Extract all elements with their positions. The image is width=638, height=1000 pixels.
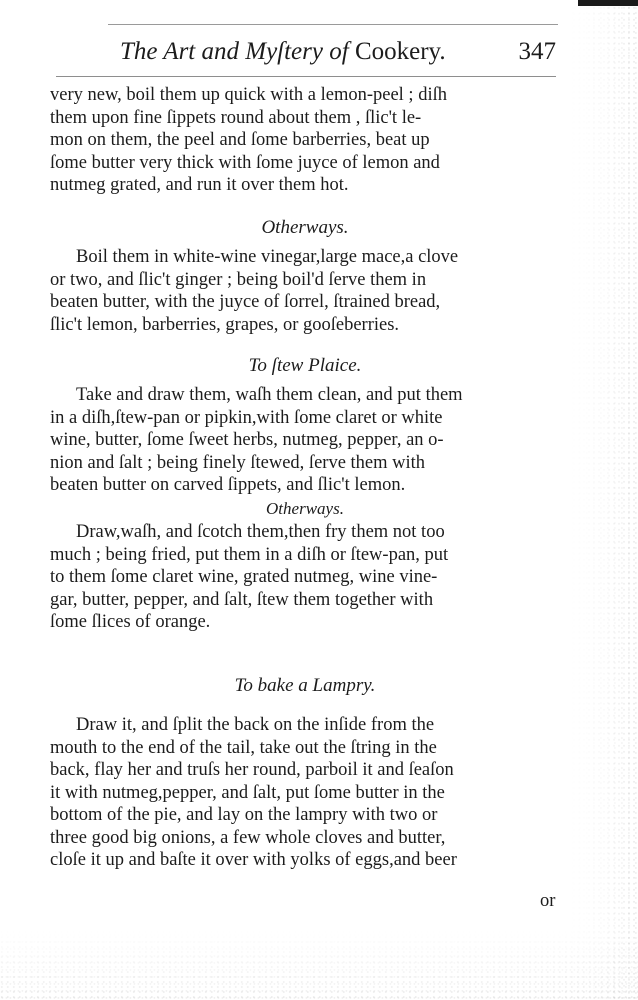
section-heading: Otherways. — [266, 499, 344, 518]
text-line: ſlic't lemon, barberries, grapes, or gooſeberries. — [50, 314, 400, 335]
text-line: in a diſh,ſtew-pan or pipkin,with ſome claret or white — [50, 407, 443, 428]
text-line: Draw,waſh, and ſcotch them,then fry them not too — [76, 522, 445, 542]
running-head-title-italic: The Art and Myſtery of — [120, 38, 355, 65]
text-line: ſome ſlices of orange. — [50, 612, 211, 632]
text-line: to them ſome claret wine, grated nutmeg, wine vine- — [50, 567, 438, 587]
text-line: Take and draw them, waſh them clean, and put them — [76, 385, 463, 405]
text-line: nion and ſalt ; being finely ſtewed, ſerve them with — [50, 452, 426, 473]
text-line: gar, butter, pepper, and ſalt, ſtew them together with — [50, 589, 434, 610]
text-line: three good big onions, a few whole cloves and butter, — [50, 827, 446, 848]
paragraph-continuation — [50, 84, 560, 197]
section-heading: Otherways. — [261, 217, 349, 238]
page-number: 347 — [518, 38, 556, 65]
paper-edge-bottom — [0, 930, 638, 1000]
text-line: mon on them, the peel and ſome barberries, beat up — [50, 130, 430, 150]
text-line: Boil them in white-wine vinegar,large mace,a clove — [76, 247, 459, 267]
text-line: back, flay her and truſs her round, parboil it and ſeaſon — [50, 760, 454, 780]
text-line: very new, boil them up quick with a lemon-peel ; diſh — [50, 85, 447, 105]
section-heading: To bake a Lampry. — [234, 675, 376, 696]
text-line: or two, and ſlic't ginger ; being boil'd ſerve them in — [50, 269, 427, 290]
page-corner-shadow — [578, 0, 638, 6]
text-line: beaten butter on carved ſippets, and ſlic't lemon. — [50, 475, 406, 495]
running-head — [110, 34, 556, 70]
head-rule — [56, 76, 556, 77]
text-line: ſome butter very thick with ſome juyce of lemon and — [50, 152, 440, 173]
text-line: wine, butter, ſome ſweet herbs, nutmeg, pepper, an o- — [50, 430, 444, 450]
text-line: cloſe it up and baſte it over with yolks of eggs,and beer — [50, 850, 457, 870]
text-line: nutmeg grated, and run it over them hot. — [50, 175, 349, 195]
text-line: them upon fine ſippets round about them , ſlic't le- — [50, 107, 422, 128]
paragraph-otherways-1 — [50, 246, 560, 336]
paragraph-otherways-2 — [50, 521, 560, 634]
paragraph-bake-lampry — [50, 714, 560, 872]
running-head-title-roman: Cookery. — [354, 38, 446, 65]
text-line: it with nutmeg,pepper, and ſalt, put ſome butter in the — [50, 782, 445, 803]
paragraph-stew-plaice — [50, 384, 560, 497]
text-line: bottom of the pie, and lay on the lampry with two or — [50, 805, 438, 825]
top-rule — [108, 24, 558, 25]
text-line: Draw it, and ſplit the back on the inſide from the — [76, 715, 435, 735]
paper-edge-right — [568, 0, 638, 1000]
text-line: much ; being fried, put them in a diſh or ſtew-pan, put — [50, 544, 449, 565]
text-line: beaten butter, with the juyce of ſorrel, ſtrained bread, — [50, 292, 441, 312]
running-head-title — [120, 34, 446, 70]
section-heading: To ſtew Plaice. — [248, 355, 362, 376]
catchword: or — [540, 891, 556, 911]
text-line: mouth to the end of the tail, take out the ſtring in the — [50, 737, 437, 758]
